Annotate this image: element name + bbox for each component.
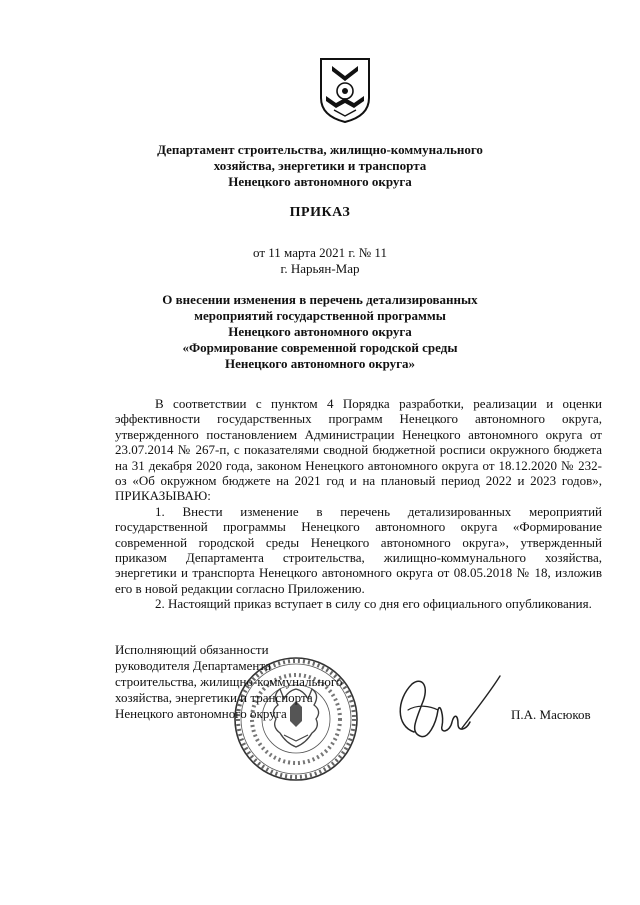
subject-line: О внесении изменения в перечень детализированных xyxy=(162,292,478,307)
organization-name xyxy=(0,142,640,190)
subject-line: мероприятий государственной программы xyxy=(194,308,446,323)
preamble-paragraph: В соответствии с пунктом 4 Порядка разработки, реализации и оценки эффективности государственных программ Ненецкого автономного округа, утвержденного постановлением Администрации Ненецкого автономного округа от 23.07.2014 № 267-п, с показателями сводной бюджетной росписи окружного бюджета на 31 декабря 2020 года, законом Ненецкого автономного округа от 18.12.2020 № 232-оз «Об окружном бюджете на 2021 год и на плановый период 2022 и 2023 годов», ПРИКАЗЫВАЮ: xyxy=(115,396,602,504)
date-block xyxy=(0,245,640,277)
handwritten-signature xyxy=(392,670,504,750)
organization-line: хозяйства, энергетики и транспорта xyxy=(213,158,427,173)
signatory-name: П.А. Масюков xyxy=(511,707,591,722)
organization-line: Ненецкого автономного округа xyxy=(228,174,412,189)
signatory-line: хозяйства, энергетики и транспорта xyxy=(115,690,313,705)
signatory-block xyxy=(115,642,343,722)
document-body xyxy=(115,396,602,612)
signatory-line: строительства, жилищно-коммунального xyxy=(115,674,343,689)
signatory-line: Ненецкого автономного округа xyxy=(115,706,287,721)
signatory-line: Исполняющий обязанности xyxy=(115,642,269,657)
order-item-2: 2. Настоящий приказ вступает в силу со дня его официального опубликования. xyxy=(155,596,592,612)
place-line: г. Нарьян-Мар xyxy=(280,261,360,276)
document-type: ПРИКАЗ xyxy=(289,205,351,220)
subject-title xyxy=(0,292,640,372)
coat-of-arms-icon xyxy=(318,56,372,124)
order-item-1: 1. Внести изменение в перечень детализированных мероприятий государственной программы Ненецкого автономного округа «Формирование современной городской среды Ненецкого автономного округа», утвержденный приказом Департамента строительства, жилищно-коммунального хозяйства, энергетики и транспорта Ненецкого автономного округа от 08.05.2018 № 18, изложив его в новой редакции согласно Приложению. xyxy=(115,503,602,596)
subject-line: Ненецкого автономного округа xyxy=(228,324,412,339)
subject-line: «Формирование современной городской среды xyxy=(182,340,458,355)
date-line: от 11 марта 2021 г. № 11 xyxy=(253,245,387,260)
signatory-line: руководителя Департамента xyxy=(115,658,271,673)
subject-line: Ненецкого автономного округа» xyxy=(224,356,416,371)
organization-line: Департамент строительства, жилищно-коммунального xyxy=(157,142,483,157)
